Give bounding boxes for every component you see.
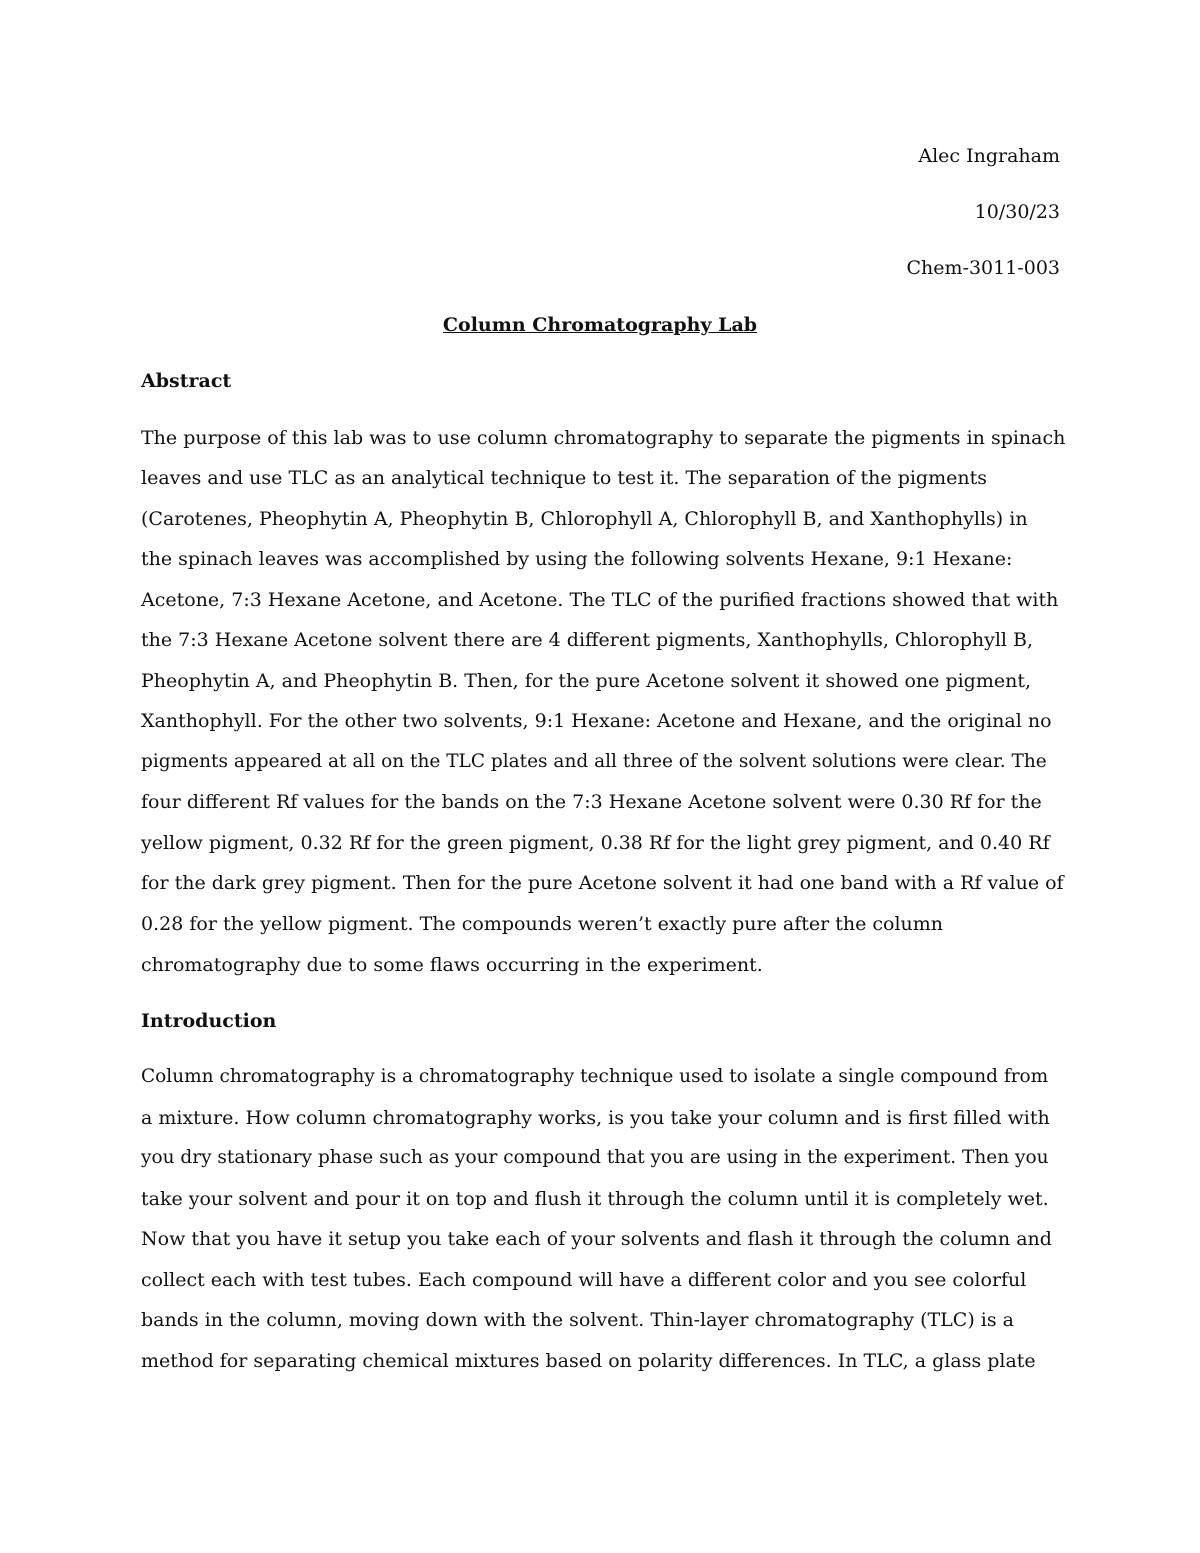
abstract-line: Acetone, 7:3 Hexane Acetone, and Acetone. The TLC of the purified fractions showed that with (141, 589, 1059, 611)
introduction-line: Column chromatography is a chromatography technique used to isolate a single compound from (141, 1066, 1049, 1087)
introduction-line: collect each with test tubes. Each compound will have a different color and you see colorful (141, 1269, 1027, 1291)
abstract-line: Pheophytin A, and Pheophytin B. Then, for the pure Acetone solvent it showed one pigment, (141, 670, 1032, 692)
course-code: Chem-3011-003 (906, 257, 1060, 279)
introduction-line: method for separating chemical mixtures based on polarity differences. In TLC, a glass plate (141, 1350, 1036, 1372)
abstract-line: leaves and use TLC as an analytical technique to test it. The separation of the pigments (141, 467, 987, 489)
introduction-line: take your solvent and pour it on top and flush it through the column until it is completely wet. (141, 1188, 1049, 1210)
abstract-line: 0.28 for the yellow pigment. The compounds weren’t exactly pure after the column (141, 913, 944, 935)
introduction-line: bands in the column, moving down with the solvent. Thin-layer chromatography (TLC) is a (141, 1309, 1014, 1331)
abstract-line: (Carotenes, Pheophytin A, Pheophytin B, Chlorophyll A, Chlorophyll B, and Xanthophylls) in (141, 508, 1028, 530)
abstract-line: chromatography due to some flaws occurring in the experiment. (141, 954, 763, 976)
introduction-line: a mixture. How column chromatography works, is you take your column and is first filled with (141, 1107, 1050, 1129)
abstract-line: pigments appeared at all on the TLC plates and all three of the solvent solutions were clear. The (141, 751, 1047, 772)
abstract-line: the 7:3 Hexane Acetone solvent there are 4 different pigments, Xanthophylls, Chlorophyll B, (141, 629, 1034, 651)
abstract-line: yellow pigment, 0.32 Rf for the green pigment, 0.38 Rf for the light grey pigment, and 0.40 Rf (141, 832, 1050, 854)
introduction-heading: Introduction (141, 1010, 277, 1032)
abstract-line: Xanthophyll. For the other two solvents, 9:1 Hexane: Acetone and Hexane, and the original no (141, 710, 1052, 732)
report-date: 10/30/23 (974, 201, 1060, 223)
author-name: Alec Ingraham (918, 145, 1060, 167)
document-title: Column Chromatography Lab (442, 314, 758, 336)
abstract-line: four different Rf values for the bands on the 7:3 Hexane Acetone solvent were 0.30 Rf for the (141, 791, 1042, 813)
introduction-line: you dry stationary phase such as your compound that you are using in the experiment. Then you (141, 1147, 1049, 1168)
introduction-line: Now that you have it setup you take each of your solvents and flash it through the column and (141, 1228, 1052, 1250)
abstract-heading: Abstract (141, 370, 232, 392)
abstract-line: The purpose of this lab was to use column chromatography to separate the pigments in spinach (141, 427, 1066, 449)
abstract-line: for the dark grey pigment. Then for the pure Acetone solvent it had one band with a Rf value of (141, 872, 1064, 894)
abstract-line: the spinach leaves was accomplished by using the following solvents Hexane, 9:1 Hexane: (141, 548, 1013, 570)
